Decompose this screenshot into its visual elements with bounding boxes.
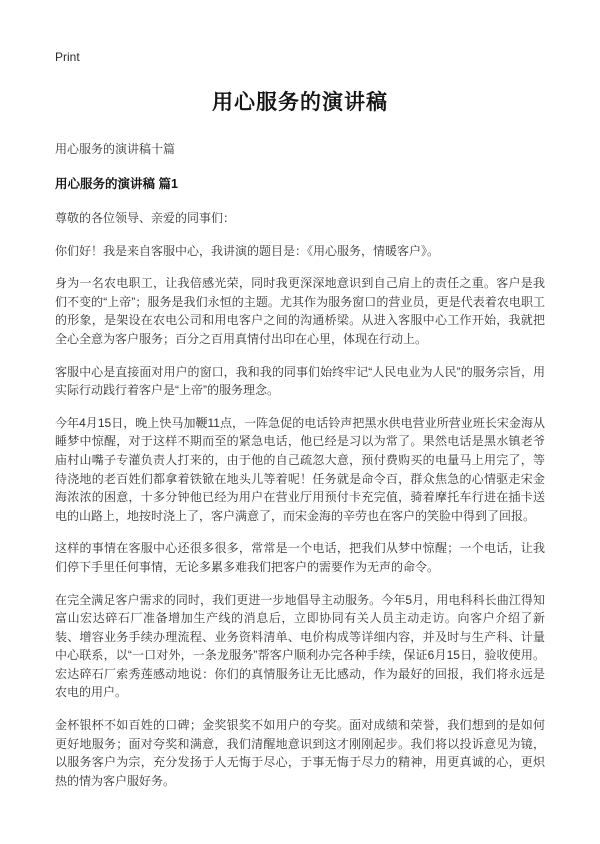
paragraph-body-4: 这样的事情在客服中心还很多很多，常常是一个电话，把我们从梦中惊醒；一个电话，让我们停下手里任何事情，无论多累多难我们把客户的需要作为无声的命令。	[55, 541, 545, 574]
page-title: 用心服务的演讲稿	[212, 91, 388, 114]
document-subtitle: 用心服务的演讲稿十篇	[55, 142, 176, 156]
print-link[interactable]: Print	[55, 50, 80, 64]
paragraph-closing: 金杯银杯不如百姓的口碑；金奖银奖不如用户的夸奖。面对成绩和荣誉，我们想到的是如何更好地服务；面对夸奖和满意，我们清醒地意识到这才刚刚起步。我们将以投诉意见为镜，以服务客户为宗，充分发扬于人无悔于尽心，于事无悔于尽力的精神，用更真诚的心，更炽热的情为客户服好务。	[55, 718, 545, 788]
paragraph-body-5: 在完全满足客户需求的同时，我们更进一步地倡导主动服务。今年5月，用电科科长曲江得知富山宏达碎石厂准备增加生产线的消息后，立即协同有关人员主动走访。向客户介绍了新装、增容业务手续办理流程、业务资料清单、电价构成等详细内容，并及时与生产科、计量中心联系，以“一口对外，一条龙服务”帮客户顺利办完各种手续，保证6月15日，验收使用。宏达碎石厂索秀莲感动地说：你们的真情服务让无比感动，作为最好的回报，我们将永远是农电的用户。	[55, 592, 545, 700]
section-heading: 用心服务的演讲稿 篇1	[55, 177, 178, 191]
paragraph-body-3: 今年4月15日，晚上快马加鞭11点，一阵急促的电话铃声把黑水供电营业所营业班长宋金海从睡梦中惊醒，对于这样不期而至的紧急电话，他已经是习以为常了。果然电话是黑水镇老爷庙村山嘴子专灌负责人打来的，由于他的自己疏忽大意，预付费购买的电量马上用完了，等待浇地的老百姓们都拿着铁锨在地头儿等着呢！任务就是命令百，群众焦急的心情驱走宋金海浓浓的困意，十多分钟他已经为用户在营业厅用预付卡充完值，骑着摩托车行进在插卡送电的山路上，地按时浇上了，客户满意了，而宋金海的辛劳也在客户的笑脸中得到了回报。	[55, 415, 545, 523]
paragraph-body-1: 身为一名农电职工，让我倍感光荣，同时我更深深地意识到自己肩上的责任之重。客户是我们不变的“上帝”；服务是我们永恒的主题。尤其作为服务窗口的营业员，更是代表着农电职工的形象，是架设在农电公司和用电客户之间的沟通桥梁。从进入客服中心工作开始，我就把全心全意为客户服务；百分之百用真情付出印在心里，体现在行动上。	[55, 276, 545, 346]
paragraph-body-2: 客服中心是直接面对用户的窗口，我和我的同事们始终牢记“人民电业为人民”的服务宗旨，用实际行动践行着客户是“上帝”的服务理念。	[55, 364, 545, 398]
paragraph-greeting: 尊敬的各位领导、亲爱的同事们：	[55, 211, 236, 225]
paragraph-intro: 你们好！我是来自客服中心，我讲演的题目是：《用心服务，情暖客户》。	[55, 243, 440, 258]
